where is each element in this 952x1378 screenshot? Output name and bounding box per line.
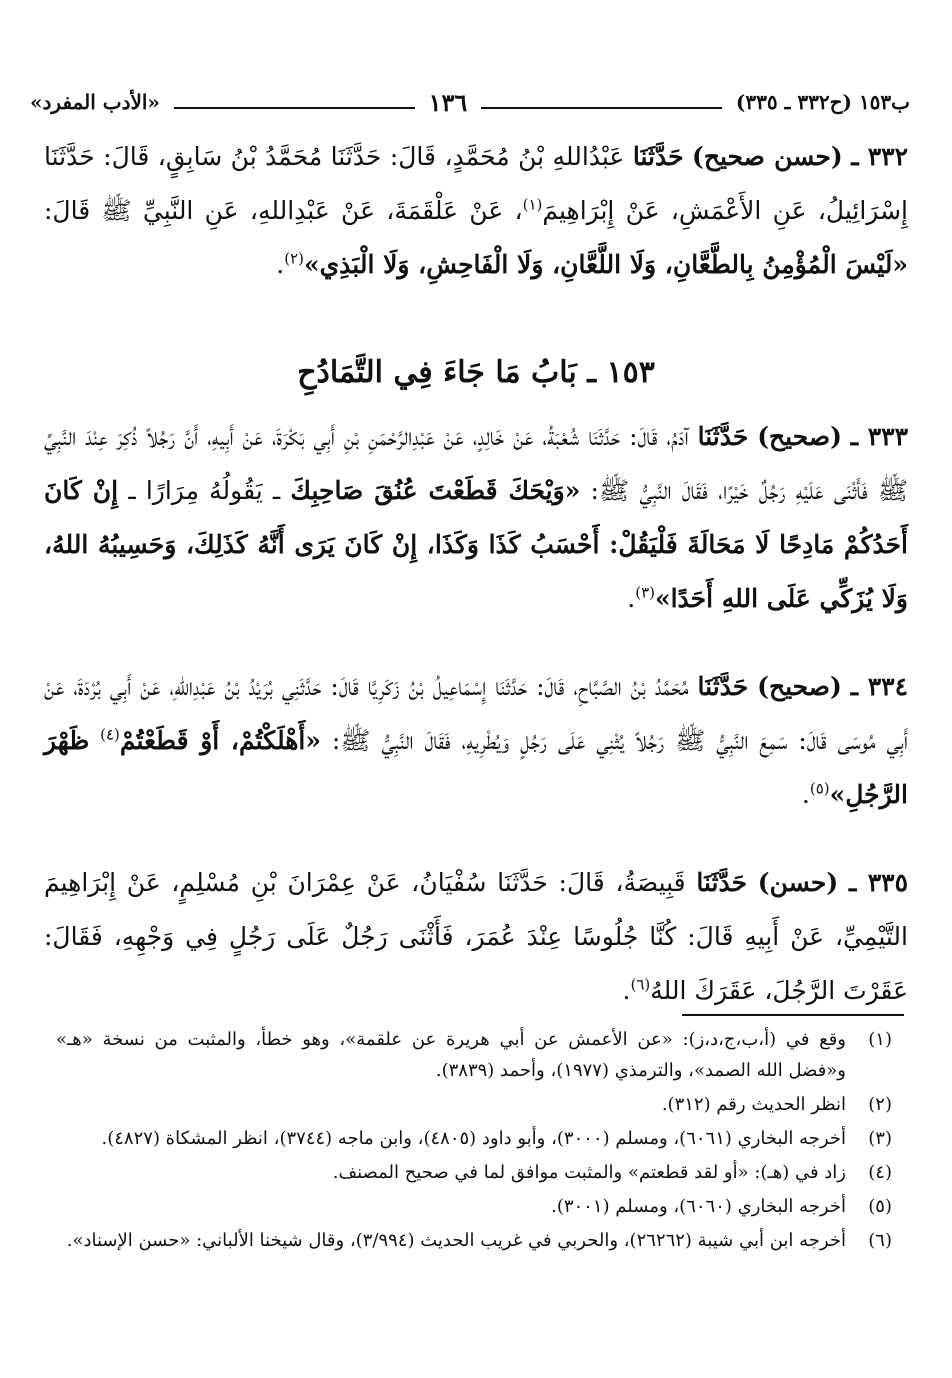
footnotes — [56, 1024, 892, 1259]
header-rule-left — [174, 107, 415, 109]
header-rule-right — [481, 107, 722, 109]
isnad: مُحَمَّدُ بْنُ الصَّبَّاحِ، قَالَ: حَدَّثَنَا إِسْمَاعِيلُ بْنُ زَكَرِيَّا قَالَ: حَدَّثَنِي بُرَيْدُ بْنُ عَبْدِاللهِ، عَنْ أَبِي بُرْدَةَ، عَنْ أَبِي مُوسَى قَالَ: سَمِعَ النَّبِيُّ ﷺ رَجُلاً يُثْنِي عَلَى رَجُلٍ وَيُطْرِيهِ، فَقَالَ النَّبِيُّ ﷺ: — [44, 672, 908, 755]
footnote — [56, 1157, 892, 1188]
footnote-ref-4: (٤) — [100, 725, 120, 744]
footnote — [56, 1024, 892, 1086]
page-number: ١٣٦ — [428, 87, 468, 117]
matn-cont: ظَهْرَ الرَّجُلِ» — [44, 726, 908, 809]
haddathana: حَدَّثَنَا — [697, 672, 749, 701]
period: . — [276, 250, 285, 279]
footnote-ref-3: (٣) — [635, 583, 655, 602]
interjection: ـ يَقُولُهُ مِرَارًا ـ — [128, 476, 281, 505]
footnote-text: أخرجه البخاري (٦٠٦١)، ومسلم (٣٠٠٠)، وأبو داود (٤٨٠٥)، وابن ماجه (٣٧٤٤)، انظر المشكاة (٤٨٢٧). — [101, 1128, 846, 1149]
footnote-ref-5: (٥) — [809, 779, 830, 798]
footnote-ref-6: (٦) — [630, 975, 651, 994]
matn-cont: إِنْ كَانَ أَحَدُكُمْ مَادِحًا لَا مَحَالَةَ فَلْيَقُلْ: أَحْسَبُ كَذَا وَكَذَا، إِنْ كَانَ يَرَى أَنَّهُ كَذَلِكَ، وَحَسِيبُهُ اللهُ، وَلَا يُزَكِّي عَلَى اللهِ أَحَدًا» — [44, 476, 908, 613]
footnote-number: (٥) — [868, 1196, 892, 1217]
hadith-grade: (صحيح) — [757, 672, 842, 701]
hadith-number: ٣٣٤ ـ — [850, 672, 909, 701]
isnad-cont: ، عَنْ عَلْقَمَةَ، عَنْ عَبْدِاللهِ، عَنِ النَّبِيِّ ﷺ قَالَ: — [44, 196, 523, 225]
hadith-number: ٣٣٣ ـ — [850, 422, 909, 451]
footnote-text: انظر الحديث رقم (٣١٢). — [661, 1094, 846, 1115]
footnote-number: (١) — [868, 1029, 892, 1050]
period: . — [627, 584, 636, 613]
hadith-335 — [44, 856, 908, 1018]
hadith-number: ٣٣٢ ـ — [851, 142, 909, 171]
hadith-grade: (حسن صحيح) — [692, 142, 843, 171]
period: . — [622, 976, 631, 1005]
hadith-grade: (حسن) — [757, 868, 839, 897]
footnote-ref-2: (٢) — [284, 249, 304, 268]
footnote-number: (٦) — [868, 1230, 892, 1251]
footnote-text: أخرجه البخاري (٦٠٦٠)، ومسلم (٣٠٠١). — [551, 1196, 846, 1217]
footnote — [56, 1123, 892, 1154]
hadith-number: ٣٣٥ ـ — [848, 868, 909, 897]
footnote-number: (٤) — [868, 1162, 892, 1183]
period: . — [801, 780, 810, 809]
footnote-ref-1: (١) — [522, 195, 543, 214]
hadith-grade: (صحيح) — [757, 422, 842, 451]
hadith-333 — [44, 410, 908, 626]
footnote-number: (٣) — [868, 1128, 892, 1149]
header-chapter-ref: ب١٥٣ (ح٣٣٢ ـ ٣٣٥) — [735, 90, 910, 114]
book-title: «الأدب المفرد» — [30, 90, 160, 114]
isnad: آدَمُ، قَالَ: حَدَّثَنَا شُعْبَةُ، عَنْ خَالِدٍ، عَنْ عَبْدِالرَّحْمَنِ بْنِ أَبِي بَكْرَةَ، عَنْ أَبِيهِ، أَنَّ رَجُلاً ذُكِرَ عِنْدَ النَّبِيِّ ﷺ فَأَثْنَى عَلَيْهِ رَجُلٌ خَيْرًا، فَقَالَ النَّبِيُّ ﷺ: — [44, 422, 909, 505]
isnad: قَبِيصَةُ، قَالَ: حَدَّثَنَا سُفْيَانُ، عَنْ عِمْرَانَ بْنِ مُسْلِمٍ، عَنْ إِبْرَاهِيمَ التَّيْمِيِّ، عَنْ أَبِيهِ قَالَ: كُنَّا جُلُوسًا عِنْدَ عُمَرَ، فَأَثْنَى رَجُلٌ عَلَى رَجُلٍ فِي وَجْهِهِ، فَقَالَ: عَقَرْتَ الرَّجُلَ، عَقَرَكَ اللهُ — [44, 868, 908, 1005]
footnote-divider — [682, 1014, 904, 1016]
footnote — [56, 1225, 892, 1256]
isnad: عَبْدُاللهِ بْنُ مُحَمَّدٍ، قَالَ: حَدَّثَنَا مُحَمَّدُ بْنُ سَابِقٍ، قَالَ: حَدَّثَنَا إِسْرَائِيلُ، عَنِ الأَعْمَشِ، عَنْ إِبْرَاهِيمَ — [44, 142, 908, 225]
footnote-text: زاد في (هـ): «أو لقد قطعتم» والمثبت موافق لما في صحيح المصنف. — [332, 1162, 846, 1183]
footnote — [56, 1089, 892, 1120]
running-header — [30, 82, 910, 122]
matn: «وَيْحَكَ قَطَعْتَ عُنُقَ صَاحِبِكَ — [290, 476, 581, 505]
hadith-332 — [44, 130, 908, 292]
hadith-334 — [44, 660, 908, 822]
footnote-text: أخرجه ابن أبي شيبة (٢٦٢٦٢)، والحربي في غريب الحديث (٣/٩٩٤)، وقال شيخنا الألباني: «حسن الإسناد». — [66, 1230, 846, 1251]
chapter-heading: ١٥٣ ـ بَابُ مَا جَاءَ فِي التَّمَادُحِ — [297, 355, 655, 390]
matn: «أَهْلَكْتُمْ، أَوْ قَطَعْتُمْ — [119, 726, 321, 755]
matn: «لَيْسَ الْمُؤْمِنُ بِالطَّعَّانِ، وَلَا اللَّعَّانِ، وَلَا الْفَاحِشِ، وَلَا الْبَذِي» — [303, 250, 908, 279]
footnote-text: وقع في (أ،ب،ج،د،ز): «عن الأعمش عن أبي هريرة عن علقمة»، وهو خطأ، والمثبت من نسخة «هـ» و«فضل الله الصمد»، والترمذي (١٩٧٧)، وأحمد (٣٨٣٩). — [56, 1029, 846, 1081]
footnote-number: (٢) — [868, 1094, 892, 1115]
haddathana: حَدَّثَنَا — [696, 868, 748, 897]
haddathana: حَدَّثَنَا — [632, 142, 684, 171]
footnote — [56, 1191, 892, 1222]
haddathana: حَدَّثَنَا — [697, 422, 749, 451]
